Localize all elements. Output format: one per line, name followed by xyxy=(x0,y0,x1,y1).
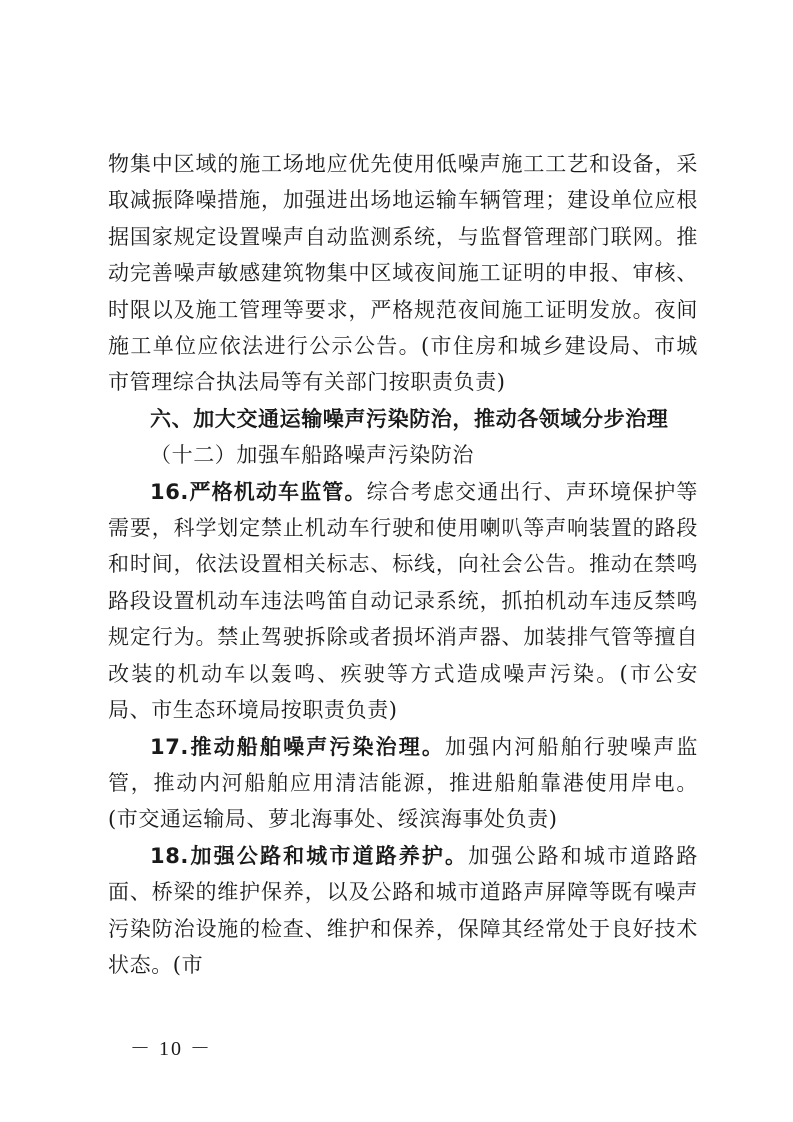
item-17-body: 加强内河船舶行驶噪声监管，推动内河船舶应用清洁能源，推进船舶靠港使用岸电。(市交通运输局、萝北海事处、绥滨海事处负责) xyxy=(108,734,698,832)
section-heading: 六、加大交通运输噪声污染防治，推动各领域分步治理 xyxy=(150,406,669,431)
item-17-paragraph xyxy=(108,729,698,838)
item-16-lead: 16.严格机动车监管。 xyxy=(150,479,367,504)
item-16-paragraph xyxy=(108,474,698,729)
item-18-lead: 18.加强公路和城市道路养护。 xyxy=(150,843,469,868)
sub-heading: （十二）加强车船路噪声污染防治 xyxy=(150,443,474,468)
item-18-body: 加强公路和城市道路路面、桥梁的维护保养，以及公路和城市道路声屏障等既有噪声污染防治设施的检查、维护和保养，保障其经常处于良好技术状态。(市 xyxy=(108,843,698,977)
item-16-body: 综合考虑交通出行、声环境保护等需要，科学划定禁止机动车行驶和使用喇叭等声响装置的路段和时间，依法设置相关标志、标线，向社会公告。推动在禁鸣路段设置机动车违法鸣笛自动记录系统，抓拍机动车违反禁鸣规定行为。禁止驾驶拆除或者损坏消声器、加装排气管等擅自改装的机动车以轰鸣、疾驶等方式造成噪声污染。(市公安局、市生态环境局按职责负责) xyxy=(108,479,698,723)
item-17-lead: 17.推动船舶噪声污染治理。 xyxy=(150,734,446,759)
page-number: － 10 － xyxy=(130,1038,212,1060)
paragraph-continued: 物集中区域的施工场地应优先使用低噪声施工工艺和设备，采取减振降噪措施，加强进出场地运输车辆管理；建设单位应根据国家规定设置噪声自动监测系统，与监督管理部门联网。推动完善噪声敏感建筑物集中区域夜间施工证明的申报、审核、时限以及施工管理等要求，严格规范夜间施工证明发放。夜间施工单位应依法进行公示公告。(市住房和城乡建设局、市城市管理综合执法局等有关部门按职责负责) xyxy=(108,152,698,395)
item-18-paragraph xyxy=(108,838,698,984)
document-body xyxy=(108,146,698,983)
